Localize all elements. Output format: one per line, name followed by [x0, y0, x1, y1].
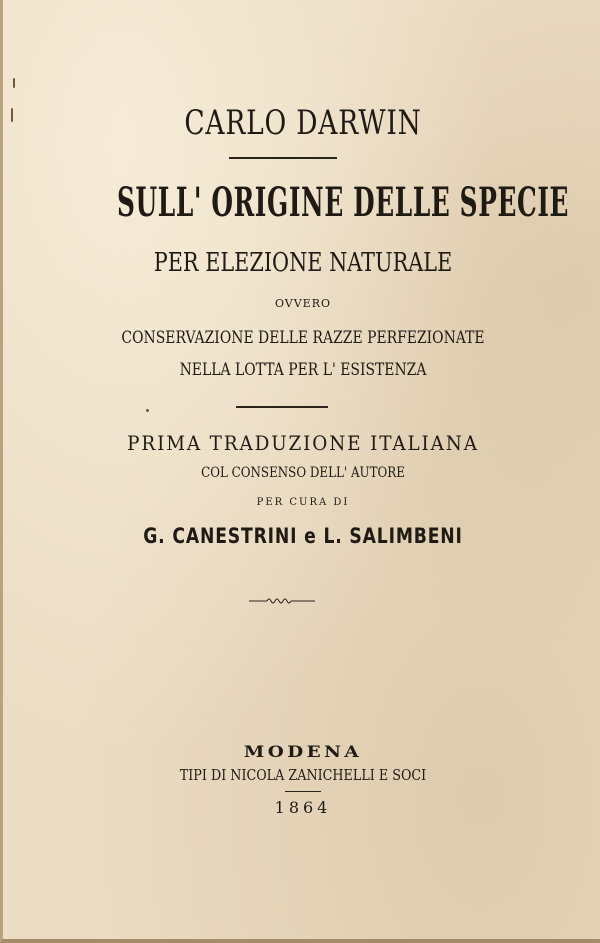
- editor-names: G. CANESTRINI e L. SALIMBENI: [143, 524, 463, 548]
- foxing-spot: [11, 108, 13, 122]
- imprint-city: MODENA: [243, 742, 363, 761]
- author-name: CARLO DARWIN: [184, 103, 422, 143]
- alt-title-line-1: CONSERVAZIONE DELLE RAZZE PERFEZIONATE: [121, 328, 485, 348]
- book-subtitle: PER ELEZIONE NATURALE: [153, 248, 453, 278]
- edition-statement: PRIMA TRADUZIONE ITALIANA: [127, 431, 479, 455]
- connector-word: OVVERO: [274, 297, 332, 310]
- alt-title-line-2: NELLA LOTTA PER L' ESISTENZA: [179, 360, 427, 380]
- foxing-spot: [146, 409, 149, 412]
- book-title: SULL' ORIGINE DELLE SPECIE: [117, 179, 570, 226]
- ornament-flourish-icon: [249, 596, 315, 606]
- imprint-year: 1864: [274, 798, 332, 817]
- consent-statement: COL CONSENSO DELL' AUTORE: [201, 465, 405, 481]
- rule-upper: [229, 157, 337, 159]
- imprint-printer: TIPI DI NICOLA ZANICHELLI E SOCI: [179, 766, 427, 784]
- foxing-spot: [13, 78, 15, 88]
- rule-middle: [236, 406, 328, 408]
- editorship-label: PER CURA DI: [256, 497, 350, 508]
- rule-imprint: [285, 791, 321, 792]
